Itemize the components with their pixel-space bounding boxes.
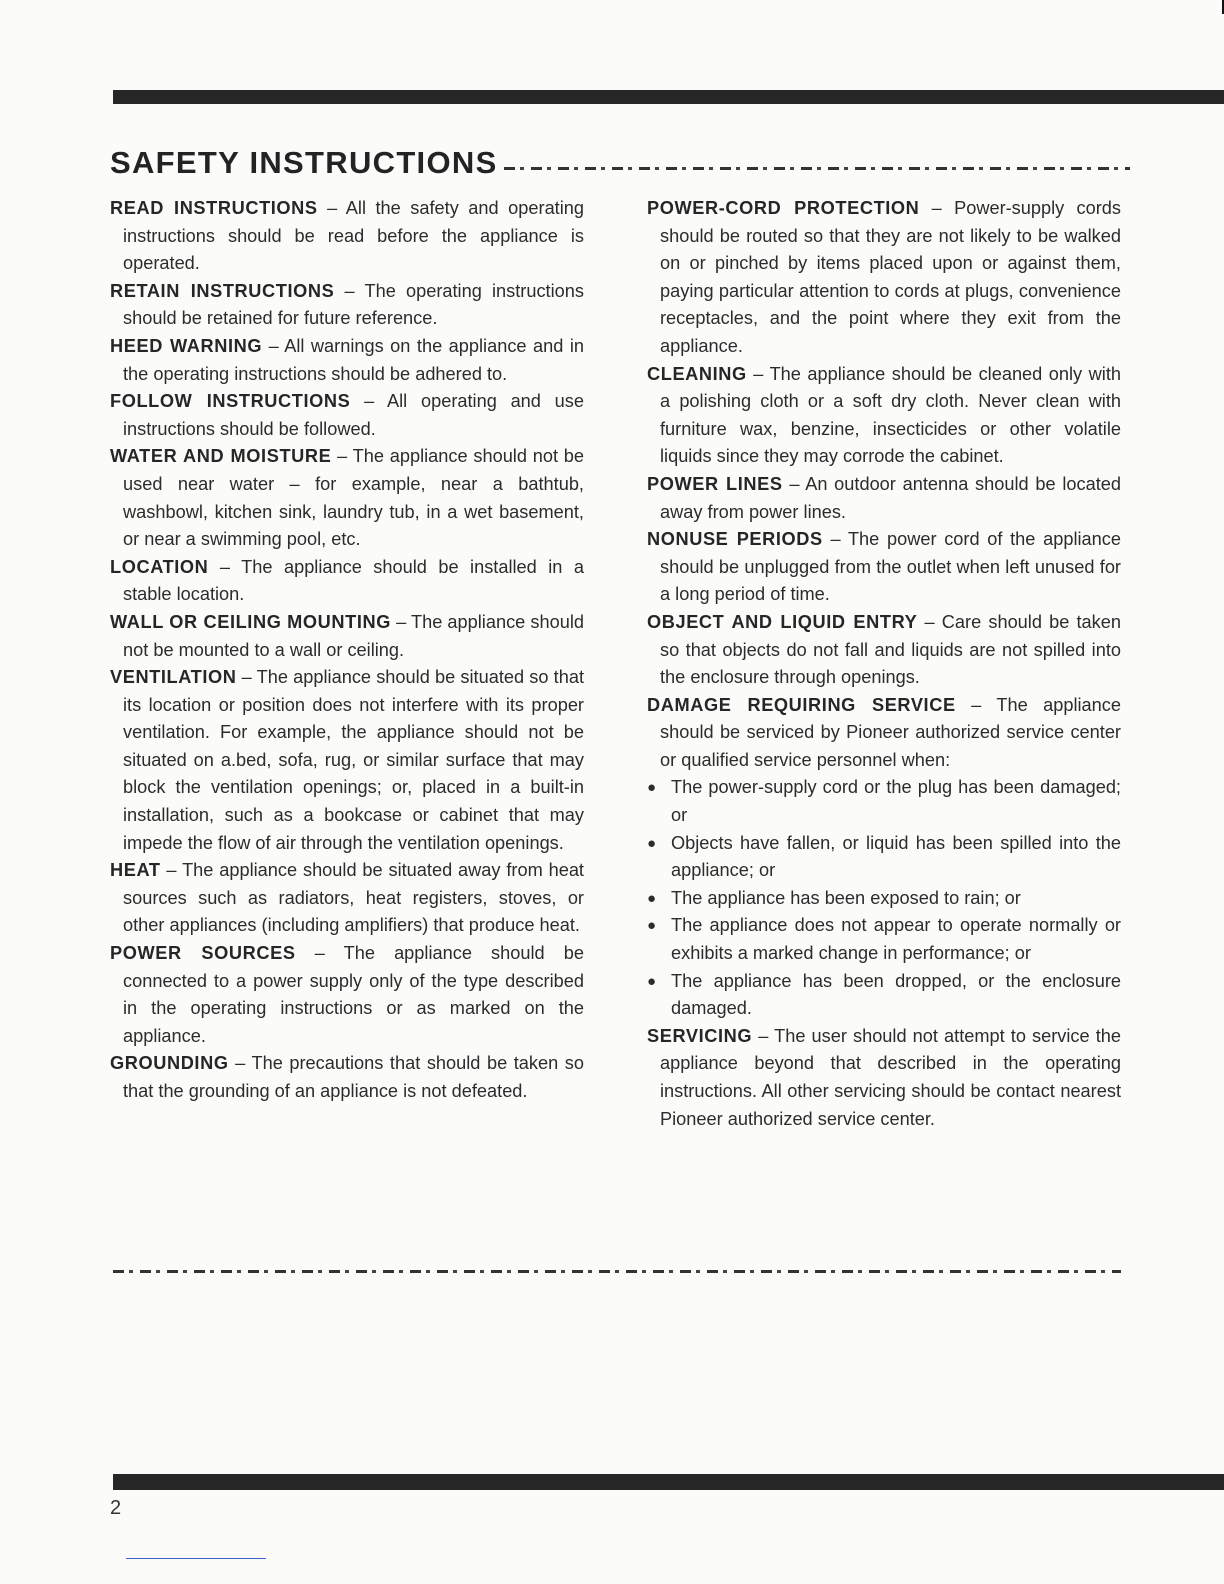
bullet-icon: ● [647,834,657,852]
instruction-entry: POWER SOURCES – The appliance should be connected to a power supply only of the type described in the operating instructions or as marked on the appliance. [110,943,584,1046]
entry-text: An outdoor antenna should be located away from power lines. [660,473,1121,522]
entry-heading: GROUNDING [110,1053,229,1074]
instruction-entry: OBJECT AND LIQUID ENTRY – Care should be taken so that objects do not fall and liquids are not spilled into the enclosure through openings. [647,611,1121,688]
entry-text: The appliance should not be used near water – for example, near a bathtub, washbowl, kitchen sink, laundry tub, in a wet basement, or near a swimming pool, etc. [123,446,584,550]
instruction-entry: GROUNDING – The precautions that should be taken so that the grounding of an appliance is not defeated. [110,1053,584,1101]
entry-text: Power-supply cords should be routed so that they are not likely to be walked on or pinched by items placed upon or against them, paying particular attention to cords at plugs, convenience receptacles, and the point where they exit from the appliance. [660,198,1121,356]
entry-text: All warnings on the appliance and in the operating instructions should be adhered to. [123,335,585,384]
entry-text: All operating and use instructions should be followed. [123,391,584,439]
entry-heading: VENTILATION [110,667,237,688]
instruction-entry: HEAT – The appliance should be situated away from heat sources such as radiators, heat registers, stoves, or other appliances (including amplifiers) that produce heat. [110,860,584,936]
entry-heading: FOLLOW INSTRUCTIONS [110,391,351,412]
instruction-entry: HEED WARNING – All warnings on the appliance and in the operating instructions should be adhered to. [110,335,585,384]
bottom-rule-bar [113,1474,1224,1490]
entry-text: The appliance should be connected to a power supply only of the type described in the operating instructions or as marked on the appliance. [123,943,584,1046]
entry-heading: CLEANING [647,363,747,384]
bottom-dashed-rule [113,1270,1121,1273]
damage-bullet: ● The appliance has been exposed to rain; or [647,885,1121,913]
entry-text: The appliance should be situated so that its location or position does not interfere with its proper ventilation. For example, the appliance should not be situated on a.bed, sofa, rug, or similar surface that may block the ventilation openings; or, placed in a built-in installation, such as a bookcase or cabinet that may impede the flow of air through the ventilation openings. [123,667,584,853]
instruction-entry: WATER AND MOISTURE – The appliance should not be used near water – for example, near a bathtub, washbowl, kitchen sink, laundry tub, in a wet basement, or near a swimming pool, etc. [110,446,584,550]
instruction-entry: RETAIN INSTRUCTIONS – The operating instructions should be retained for future reference. [110,280,584,329]
instruction-entry: WALL OR CEILING MOUNTING – The appliance should not be mounted to a wall or ceiling. [110,611,584,660]
title-dashed-rule [504,167,1130,170]
damage-bullet: ● The appliance has been dropped, or the enclosure damaged. [647,968,1121,1023]
instruction-entry: READ INSTRUCTIONS – All the safety and operating instructions should be read before the appliance is operated. [110,198,585,274]
bullet-icon: ● [647,972,657,990]
entry-text: The appliance should not be mounted to a wall or ceiling. [123,611,584,660]
right-column [647,195,1121,1133]
entry-heading: POWER LINES [647,473,783,494]
entry-heading: DAMAGE REQUIRING SERVICE [647,694,956,715]
instruction-entry: FOLLOW INSTRUCTIONS – All operating and use instructions should be followed. [110,391,584,439]
bullet-icon: ● [647,917,657,935]
damage-bullet: ● The appliance does not appear to operate normally or exhibits a marked change in performance; or [647,912,1121,967]
entry-text: The appliance should be installed in a stable location. [123,556,584,605]
entry-heading: WATER AND MOISTURE [110,446,332,467]
bullet-icon: ● [647,779,657,797]
page-header [110,134,1130,178]
entry-text: The operating instructions should be retained for future reference. [123,280,584,329]
entry-heading: WALL OR CEILING MOUNTING [110,611,391,632]
page-number: 2 [110,1497,122,1519]
damage-bullet: ● Objects have fallen, or liquid has been spilled into the appliance; or [647,830,1121,885]
bullet-icon: ● [647,889,657,907]
instruction-entry: POWER-CORD PROTECTION – Power-supply cords should be routed so that they are not likely to be walked on or pinched by items placed upon or against them, paying particular attention to cords at plugs, convenience receptacles, and the point where they exit from the appliance. [647,198,1121,356]
instruction-entry: DAMAGE REQUIRING SERVICE – The appliance should be serviced by Pioneer authorized service center or qualified service personnel when: [647,694,1121,770]
instruction-entry: CLEANING – The appliance should be cleaned only with a polishing cloth or a soft dry cloth. Never clean with furniture wax, benzine, insecticides or other volatile liquids since they may corrode the cabinet. [647,363,1121,467]
entry-heading: POWER SOURCES [110,943,296,964]
entry-text: All the safety and operating instructions should be read before the appliance is operated. [123,198,585,274]
entry-text: The precautions that should be taken so that the grounding of an appliance is not defeated. [123,1053,584,1101]
entry-text: The user should not attempt to service the appliance beyond that described in the operating instructions. All other servicing should be contact nearest Pioneer authorized service center. [660,1025,1121,1129]
entry-heading: SERVICING [647,1025,753,1046]
entry-heading: LOCATION [110,556,209,577]
entry-heading: POWER-CORD PROTECTION [647,198,920,218]
entry-text: The appliance should be situated away from heat sources such as radiators, heat registers, stoves, or other appliances (including amplifiers) that produce heat. [123,860,584,936]
entry-heading: OBJECT AND LIQUID ENTRY [647,611,918,632]
instruction-entry: SERVICING – The user should not attempt to service the appliance beyond that described in the operating instructions. All other servicing should be contact nearest Pioneer authorized service center. [647,1025,1121,1129]
entry-text: Care should be taken so that objects do not fall and liquids are not spilled into the enclosure through openings. [660,611,1121,688]
instruction-entry: LOCATION – The appliance should be installed in a stable location. [110,556,584,605]
left-column [110,195,584,1106]
entry-text: The appliance should be cleaned only with a polishing cloth or a soft dry cloth. Never clean with furniture wax, benzine, insecticides or other volatile liquids since they may corrode the cabinet. [660,363,1121,467]
instruction-entry: POWER LINES – An outdoor antenna should be located away from power lines. [647,473,1121,522]
entry-heading: READ INSTRUCTIONS [110,198,318,218]
entry-heading: NONUSE PERIODS [647,529,823,550]
page-title: SAFETY INSTRUCTIONS [110,145,498,180]
entry-heading: HEED WARNING [110,335,263,356]
entry-text: The power cord of the appliance should be unplugged from the outlet when left unused for a long period of time. [660,529,1121,605]
entry-heading: RETAIN INSTRUCTIONS [110,280,335,301]
scan-artifact-line [126,1558,266,1559]
damage-bullet: ● The power-supply cord or the plug has been damaged; or [647,774,1121,829]
entry-text: The appliance should be serviced by Pioneer authorized service center or qualified service personnel when: [660,694,1121,770]
instruction-entry: NONUSE PERIODS – The power cord of the appliance should be unplugged from the outlet when left unused for a long period of time. [647,529,1121,605]
top-rule-bar [113,90,1224,104]
entry-heading: HEAT [110,860,161,881]
instruction-entry: VENTILATION – The appliance should be situated so that its location or position does not interfere with its proper ventilation. For example, the appliance should not be situated on a.bed, sofa, rug, or similar surface that may block the ventilation openings; or, placed in a built-in installation, such as a bookcase or cabinet that may impede the flow of air through the ventilation openings. [110,667,584,853]
